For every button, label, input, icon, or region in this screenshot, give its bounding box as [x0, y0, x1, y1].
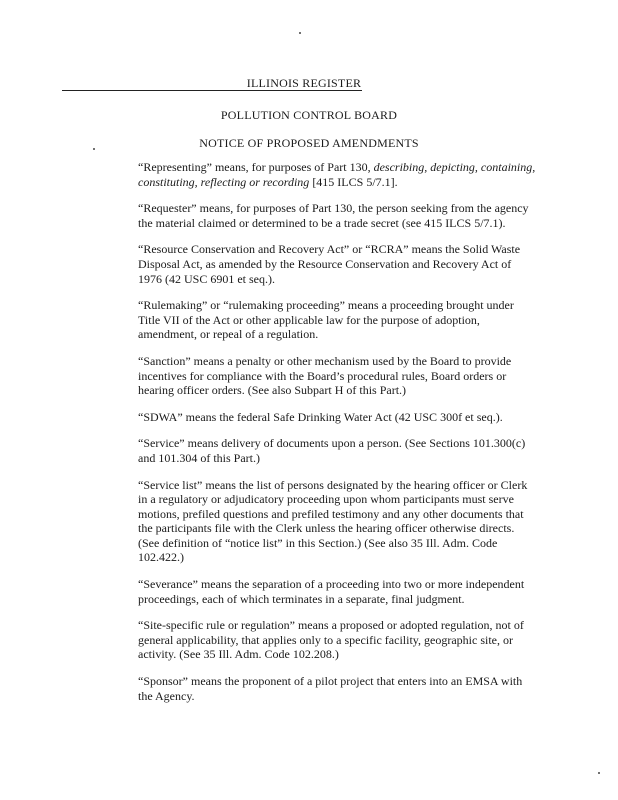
definitions-list — [138, 160, 538, 715]
definition-term: “Sanction” — [138, 353, 191, 368]
definition-text: means delivery of documents upon a person. (See Sections 101.300(c) and 101.304 of this Part.) — [138, 436, 526, 465]
definition-text: means the Solid Waste Disposal Act, as amended by the Resource Conservation and Recovery Act of 1976 (42 USC 6901 et seq.). — [138, 242, 521, 286]
header-rule — [62, 90, 362, 91]
definition-text: means the separation of a proceeding into two or more independent proceedings, each of which terminates in a separate, final judgment. — [138, 577, 525, 606]
definition-paragraph — [138, 618, 538, 662]
definition-paragraph — [138, 201, 538, 230]
definition-term: “Requester” — [138, 201, 197, 216]
definition-term: “Site-specific rule or regulation” — [138, 618, 295, 633]
scan-speck — [598, 772, 600, 774]
definition-paragraph — [138, 242, 538, 286]
definition-text: means the list of persons designated by the hearing officer or Clerk in a regulatory or adjudicatory proceeding upon whom participants must serve motions, prefiled questions and prefiled testimony and any other documents that the participants file with the Clerk unless the hearing officer otherwise directs. (See definition of “notice list” in this Section.) (See also 35 Ill. Adm. Code 102.422.) — [138, 477, 528, 565]
definition-paragraph — [138, 354, 538, 398]
definition-paragraph — [138, 410, 538, 425]
definition-text: means the federal Safe Drinking Water Act (42 USC 300f et seq.). — [182, 409, 503, 424]
definition-term: “Service list” — [138, 477, 203, 492]
definition-term: “Representing” — [138, 160, 212, 174]
register-title-text: ILLINOIS REGISTER — [246, 76, 362, 90]
definition-term: “Rulemaking” or “rulemaking proceeding” — [138, 298, 345, 313]
definition-paragraph — [138, 160, 538, 189]
definition-citation: [415 ILCS 5/7.1]. — [309, 174, 398, 189]
definition-paragraph — [138, 577, 538, 606]
notice-title: NOTICE OF PROPOSED AMENDMENTS — [199, 136, 419, 150]
definition-text: means a penalty or other mechanism used by the Board to provide incentives for compliance with the Board’s procedural rules, Board orders or hearing officer orders. (See also Subpart H of this Part.) — [138, 353, 512, 398]
definition-paragraph — [138, 298, 538, 342]
definition-paragraph — [138, 436, 538, 465]
definition-italic-quote: describing, depicting, containing, constituting, reflecting or recording — [138, 160, 536, 189]
definition-term: “Service” — [138, 436, 185, 451]
definition-term: “SDWA” — [138, 409, 183, 424]
definition-paragraph — [138, 674, 538, 703]
definition-text: means the proponent of a pilot project that enters into an EMSA with the Agency. — [138, 674, 523, 703]
definition-text: means, for purposes of Part 130, the person seeking from the agency the material claimed or determined to be a trade secret (see 415 ILCS 5/7.1). — [138, 201, 529, 230]
agency-title: POLLUTION CONTROL BOARD — [220, 108, 398, 122]
definition-term: “Resource Conservation and Recovery Act” or “RCRA” — [138, 242, 409, 257]
definition-term: “Sponsor” — [138, 674, 188, 689]
definition-paragraph — [138, 478, 538, 566]
definition-term: “Severance” — [138, 577, 198, 592]
definition-text: means a proposed or adopted regulation, not of general applicability, that applies only to a specific facility, geographic site, or activity. (See 35 Ill. Adm. Code 102.208.) — [138, 618, 524, 662]
definition-text: means a proceeding brought under Title VII of the Act or other applicable law for the purpose of adoption, amendment, or repeal of a regulation. — [138, 298, 514, 342]
register-title — [0, 76, 618, 91]
scan-speck — [299, 32, 301, 34]
definition-text: means, for purposes of Part 130, — [211, 160, 374, 174]
